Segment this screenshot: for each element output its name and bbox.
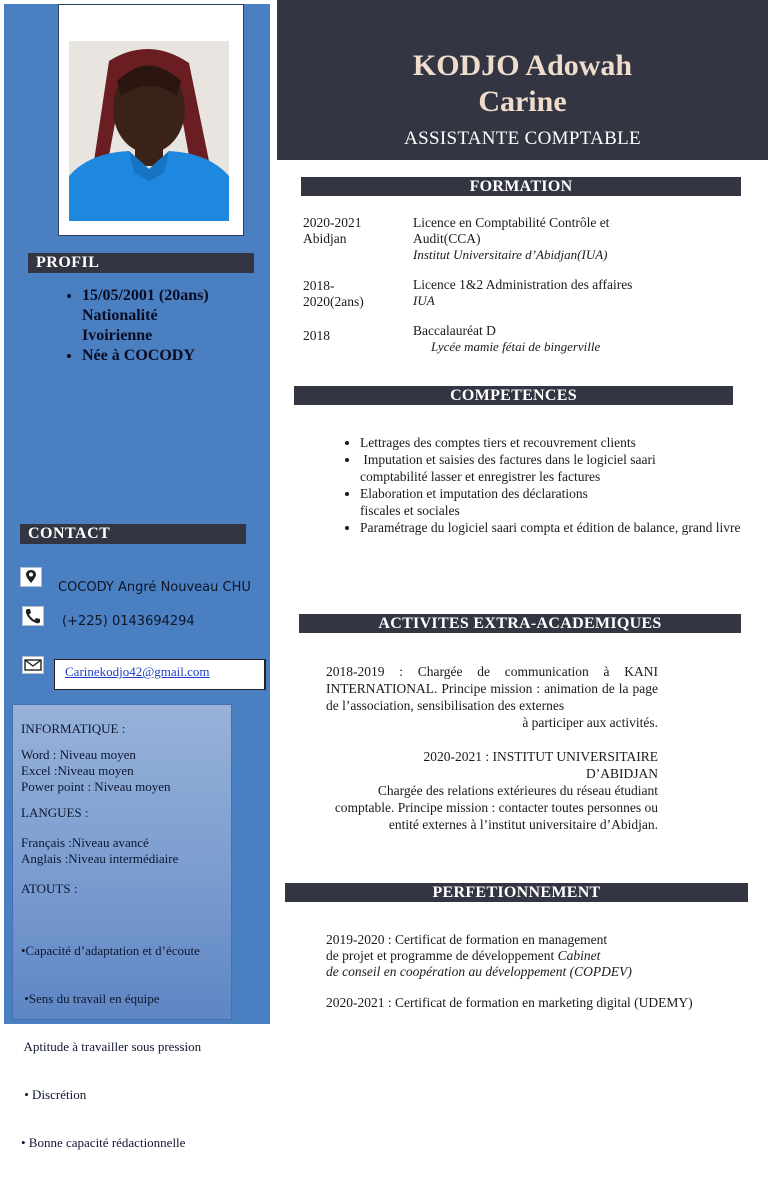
job-title: ASSISTANTE COMPTABLE (404, 128, 641, 149)
perfectionnement-section-bar (285, 883, 748, 902)
competences-title: COMPETENCES (450, 387, 577, 404)
activite-item (326, 748, 658, 833)
langues-title: LANGUES : (21, 805, 89, 820)
photo-frame (58, 4, 244, 236)
activite-text: 2018-2019 : Chargée de communication à KANI INTERNATIONAL. Principe mission : animation de la page de l’association, sensibilisation des externes (326, 664, 658, 713)
formation-description (413, 215, 723, 263)
formation-date-line: 2018 (303, 328, 330, 343)
activites-title: ACTIVITES EXTRA-ACADEMIQUES (378, 615, 662, 632)
perf-text: Certificat de formation en management (395, 932, 608, 947)
competence-item: • Imputation et saisies des factures dans le logiciel saari comptabilité lasser et enregistrer les factures (360, 451, 766, 485)
envelope-icon (22, 656, 44, 674)
informatique-item: Excel :Niveau moyen (21, 763, 134, 778)
informatique-item: Word : Niveau moyen (21, 747, 136, 762)
formation-date-line: Abidjan (303, 231, 347, 246)
atouts-item: • Discrétion (21, 1087, 87, 1102)
formation-date (303, 328, 330, 344)
formation-school: Lycée mamie fétai de bingerville (431, 339, 601, 354)
profil-title: PROFIL (36, 254, 100, 271)
formation-diploma: Audit(CCA) (413, 231, 481, 246)
formation-date (303, 215, 362, 247)
contact-title: CONTACT (28, 525, 111, 542)
formation-title: FORMATION (469, 178, 573, 195)
perfectionnement-item (326, 995, 766, 1011)
skills-info-box (12, 704, 232, 1150)
atouts-item: •Capacité d’adaptation et d’écoute (21, 943, 200, 958)
activites-section-bar (299, 614, 741, 633)
perfectionnement-item (326, 932, 766, 980)
profil-birth: • 15/05/2001 (20ans) (82, 286, 260, 306)
competence-item: • Paramétrage du logiciel saari compta et édition de balance, grand livre (360, 519, 766, 536)
formation-school: IUA (413, 293, 435, 308)
atouts-title: ATOUTS : (21, 881, 78, 896)
competences-list (332, 434, 766, 536)
perf-text: de projet et programme de développement (326, 948, 555, 963)
profil-nationality-label: Nationalité (82, 307, 158, 324)
formation-school: Institut Universitaire d’Abidjan(IUA) (413, 247, 608, 262)
activite-heading: 2020-2021 : INSTITUT UNIVERSITAIRE (423, 749, 658, 764)
profil-birthplace: • Née à COCODY (82, 346, 260, 366)
atouts-item: •Sens du travail en équipe (21, 991, 160, 1006)
profile-photo (69, 41, 229, 221)
contact-email-box (54, 659, 266, 690)
perf-text: : (387, 932, 396, 947)
profil-nationality-value: Ivoirienne (82, 327, 153, 344)
atouts-item: Aptitude à travailler sous pression (21, 1039, 202, 1054)
formation-description (413, 277, 723, 309)
formation-diploma: Licence 1&2 Administration des affaires (413, 277, 633, 292)
atouts-item: • Bonne capacité rédactionnelle (21, 1135, 186, 1150)
activite-heading: D’ABIDJAN (586, 766, 658, 781)
contact-phone: (+225) 0143694294 (62, 614, 195, 629)
perf-italic: Cabinet (557, 948, 601, 963)
activite-item (326, 663, 658, 731)
formation-date-line: 2020-2021 (303, 215, 362, 230)
informatique-title: INFORMATIQUE : (21, 721, 126, 736)
profil-section-bar (28, 253, 254, 273)
perf-text: : (387, 995, 396, 1010)
contact-address: COCODY Angré Nouveau CHU (58, 580, 251, 595)
informatique-item: Power point : Niveau moyen (21, 779, 171, 794)
perf-date: 2019-2020 (326, 932, 385, 947)
perfectionnement-title: PERFETIONNEMENT (432, 884, 601, 901)
location-pin-icon (20, 567, 42, 587)
competence-item: • Elaboration et imputation des déclarations fiscales et sociales (360, 485, 766, 519)
perf-italic: de conseil en coopération au développement (COPDEV) (326, 964, 632, 979)
formation-section-bar (301, 177, 741, 196)
formation-date-line: 2018- (303, 278, 335, 293)
activite-text: à participer aux activités. (522, 715, 658, 730)
name-line-1: KODJO Adowah (412, 49, 633, 82)
activite-text: Chargée des relations extérieures du réseau étudiant comptable. Principe mission : contacter toutes personnes ou entité externes à l’institut universitaire d’Abidjan. (334, 783, 658, 832)
langues-item: Français :Niveau avancé (21, 835, 149, 850)
contact-email-link[interactable]: Carinekodjo42@gmail.com (65, 664, 210, 679)
phone-icon (22, 606, 44, 626)
header (277, 0, 768, 160)
name-line-2: Carine (478, 85, 567, 118)
perf-date: 2020-2021 (326, 995, 385, 1010)
competences-section-bar (294, 386, 733, 405)
formation-date-line: 2020(2ans) (303, 294, 364, 309)
profil-list (60, 286, 260, 366)
perf-text: Certificat de formation en marketing digital (UDEMY) (395, 995, 693, 1010)
formation-diploma: Baccalauréat D (413, 323, 496, 338)
competence-item: • Lettrages des comptes tiers et recouvrement clients (360, 434, 766, 451)
formation-date (303, 278, 364, 310)
full-name (277, 0, 768, 120)
contact-section-bar (20, 524, 246, 544)
formation-description (413, 323, 723, 355)
formation-diploma: Licence en Comptabilité Contrôle et (413, 215, 610, 230)
langues-item: Anglais :Niveau intermédiaire (21, 851, 179, 866)
